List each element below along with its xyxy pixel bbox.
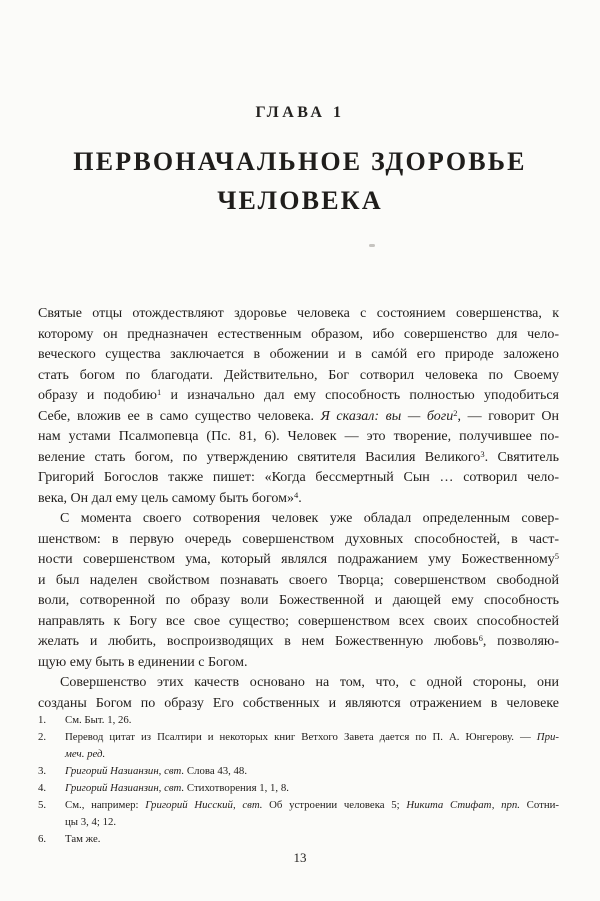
footnote-reference: 3 (480, 448, 485, 459)
text-segment: цы 3, 4; 12. (65, 816, 117, 828)
text-line (38, 325, 559, 346)
text-line (38, 407, 559, 428)
text-segment: Об устроении человека 5; (262, 799, 407, 811)
text-segment: При- (536, 731, 559, 743)
text-segment: меч. ред. (65, 748, 106, 760)
body-paragraph (38, 673, 559, 714)
text-segment: Сотни- (519, 799, 559, 811)
footnote (38, 797, 559, 831)
text-segment: Никита Стифат, прп. (406, 799, 520, 811)
text-segment: С момента своего сотворения человек уже обладал определенным совер- (60, 511, 559, 526)
body-text (38, 304, 559, 714)
text-segment: . Святитель (484, 449, 559, 465)
text-segment: воли, сотворенной по образу воли Божественной и дающей ему способность (38, 593, 559, 608)
footnote-number: 6. (38, 833, 47, 845)
footnote-line (65, 797, 559, 814)
footnote-reference: 6 (478, 633, 483, 644)
text-segment: См., например: (65, 799, 146, 811)
chapter-title (0, 142, 600, 220)
text-line (38, 571, 559, 592)
text-segment: века, Он дал ему цель самому быть богом» (38, 490, 294, 506)
footnote-number: 1. (38, 714, 47, 726)
text-line (38, 694, 559, 715)
footnote (38, 712, 559, 729)
text-segment: Совершенство этих качеств основано на том, что, с одной стороны, они (60, 675, 559, 690)
text-line (38, 345, 559, 366)
footnote-line (65, 763, 559, 780)
text-line (38, 427, 559, 448)
text-segment: желать и любить, воспроизводящих в нем Божественную любовь (38, 634, 479, 649)
footnotes (38, 712, 559, 848)
footnote-text (65, 780, 559, 797)
text-segment: Григорий Богослов также пишет: «Когда бессмертный Сын … сотворил чело- (38, 470, 559, 485)
text-line (38, 530, 559, 551)
text-segment: Перевод цитат из Псалтири и некоторых книг Ветхого Завета дается по П. А. Юнгерову. — (65, 731, 537, 743)
text-line (38, 304, 559, 325)
text-segment: образу и подобию (38, 388, 157, 403)
text-segment: Григорий Назианзин, свт. (65, 782, 185, 794)
text-segment: . (298, 490, 302, 506)
text-line (38, 386, 559, 407)
text-segment: и был наделен свойством познавать своего Творца; совершенством свободной (38, 572, 559, 588)
footnote-text (65, 831, 559, 848)
footnote-reference: 1 (156, 387, 162, 398)
text-segment: созданы Богом по образу Его собственных и являются отражением в человеке (38, 695, 559, 711)
footnote-line (65, 831, 559, 848)
footnote-number: 3. (38, 765, 47, 777)
text-segment: См. Быт. 1, 26. (65, 714, 132, 726)
text-line (38, 468, 559, 489)
text-segment: Григорий Назианзин, свт. (65, 765, 185, 777)
body-paragraph (38, 509, 559, 673)
text-segment: направлять к Богу все свое существо; совершенством всех своих способностей (38, 613, 559, 629)
text-segment: Григорий Нисский, свт. (145, 799, 263, 811)
footnote-number: 5. (38, 799, 47, 811)
page-number: 13 (293, 850, 307, 865)
footnote-reference: 2 (453, 407, 458, 418)
text-line (38, 653, 559, 674)
text-segment: Там же. (65, 833, 101, 845)
text-segment: , — говорит Он (457, 408, 560, 424)
footnote-text (65, 797, 559, 831)
scan-artifact-mark (369, 244, 375, 247)
footnote (38, 763, 559, 780)
footnote-line (65, 814, 559, 831)
text-segment: ности совершенством ума, который являлся подражанием уму Божественному (38, 552, 555, 567)
footnote-line (65, 746, 559, 763)
text-segment: Стихотворения 1, 1, 8. (184, 782, 289, 794)
footnote (38, 729, 559, 763)
text-line (38, 489, 559, 510)
body-paragraph (38, 304, 559, 509)
footnote-text (65, 763, 559, 780)
footnote-text (65, 729, 559, 763)
text-line (38, 550, 559, 571)
text-line (38, 591, 559, 612)
text-line (38, 632, 559, 653)
text-line (38, 612, 559, 633)
text-line (38, 509, 559, 530)
footnote-line (65, 712, 559, 729)
text-segment: Себе, вложив ее в само существо человека. (38, 408, 321, 424)
footnote-line (65, 729, 559, 746)
footnote-line (65, 780, 559, 797)
footnote-number: 4. (38, 782, 47, 794)
text-line (38, 366, 559, 387)
text-segment: нам устами Псалмопевца (Пс. 81, 6). Человек — это творение, получившее по- (38, 429, 559, 444)
text-line (38, 448, 559, 469)
chapter-label: ГЛАВА 1 (255, 104, 345, 121)
text-segment: которому он предназначен естественным образом, ибо совершенство для чело- (38, 326, 559, 342)
text-segment: Святые отцы отождествляют здоровье человека с состоянием совершенства, к (38, 306, 559, 321)
text-segment: щую ему быть в единении с Богом. (38, 654, 248, 670)
text-segment: и изначально дал ему способность полностью уподобиться (161, 388, 559, 403)
footnote (38, 831, 559, 848)
footnote-reference: 4 (293, 489, 299, 500)
text-segment: Я сказал: вы — боги (320, 408, 454, 424)
text-line (38, 673, 559, 694)
text-segment: веление стать богом, по утверждению святителя Василия Великого (38, 449, 481, 465)
text-segment: веческого существа заключается в обожении и в самóй его природе заложено (38, 347, 559, 362)
footnote-number: 2. (38, 731, 47, 743)
text-segment: Слова 43, 48. (184, 765, 248, 777)
footnote (38, 780, 559, 797)
chapter-title-line2: ЧЕЛОВЕКА (217, 186, 383, 215)
footnote-reference: 5 (554, 551, 559, 562)
footnote-text (65, 712, 559, 729)
text-segment: стать богом по благодати. Действительно, Бог сотворил человека по Своему (38, 367, 559, 383)
text-segment: , позволяю- (482, 634, 560, 649)
text-segment: шенством: в первую очередь совершенством духовных способностей, в част- (38, 531, 559, 547)
chapter-title-line1: ПЕРВОНАЧАЛЬНОЕ ЗДОРОВЬЕ (73, 147, 527, 176)
